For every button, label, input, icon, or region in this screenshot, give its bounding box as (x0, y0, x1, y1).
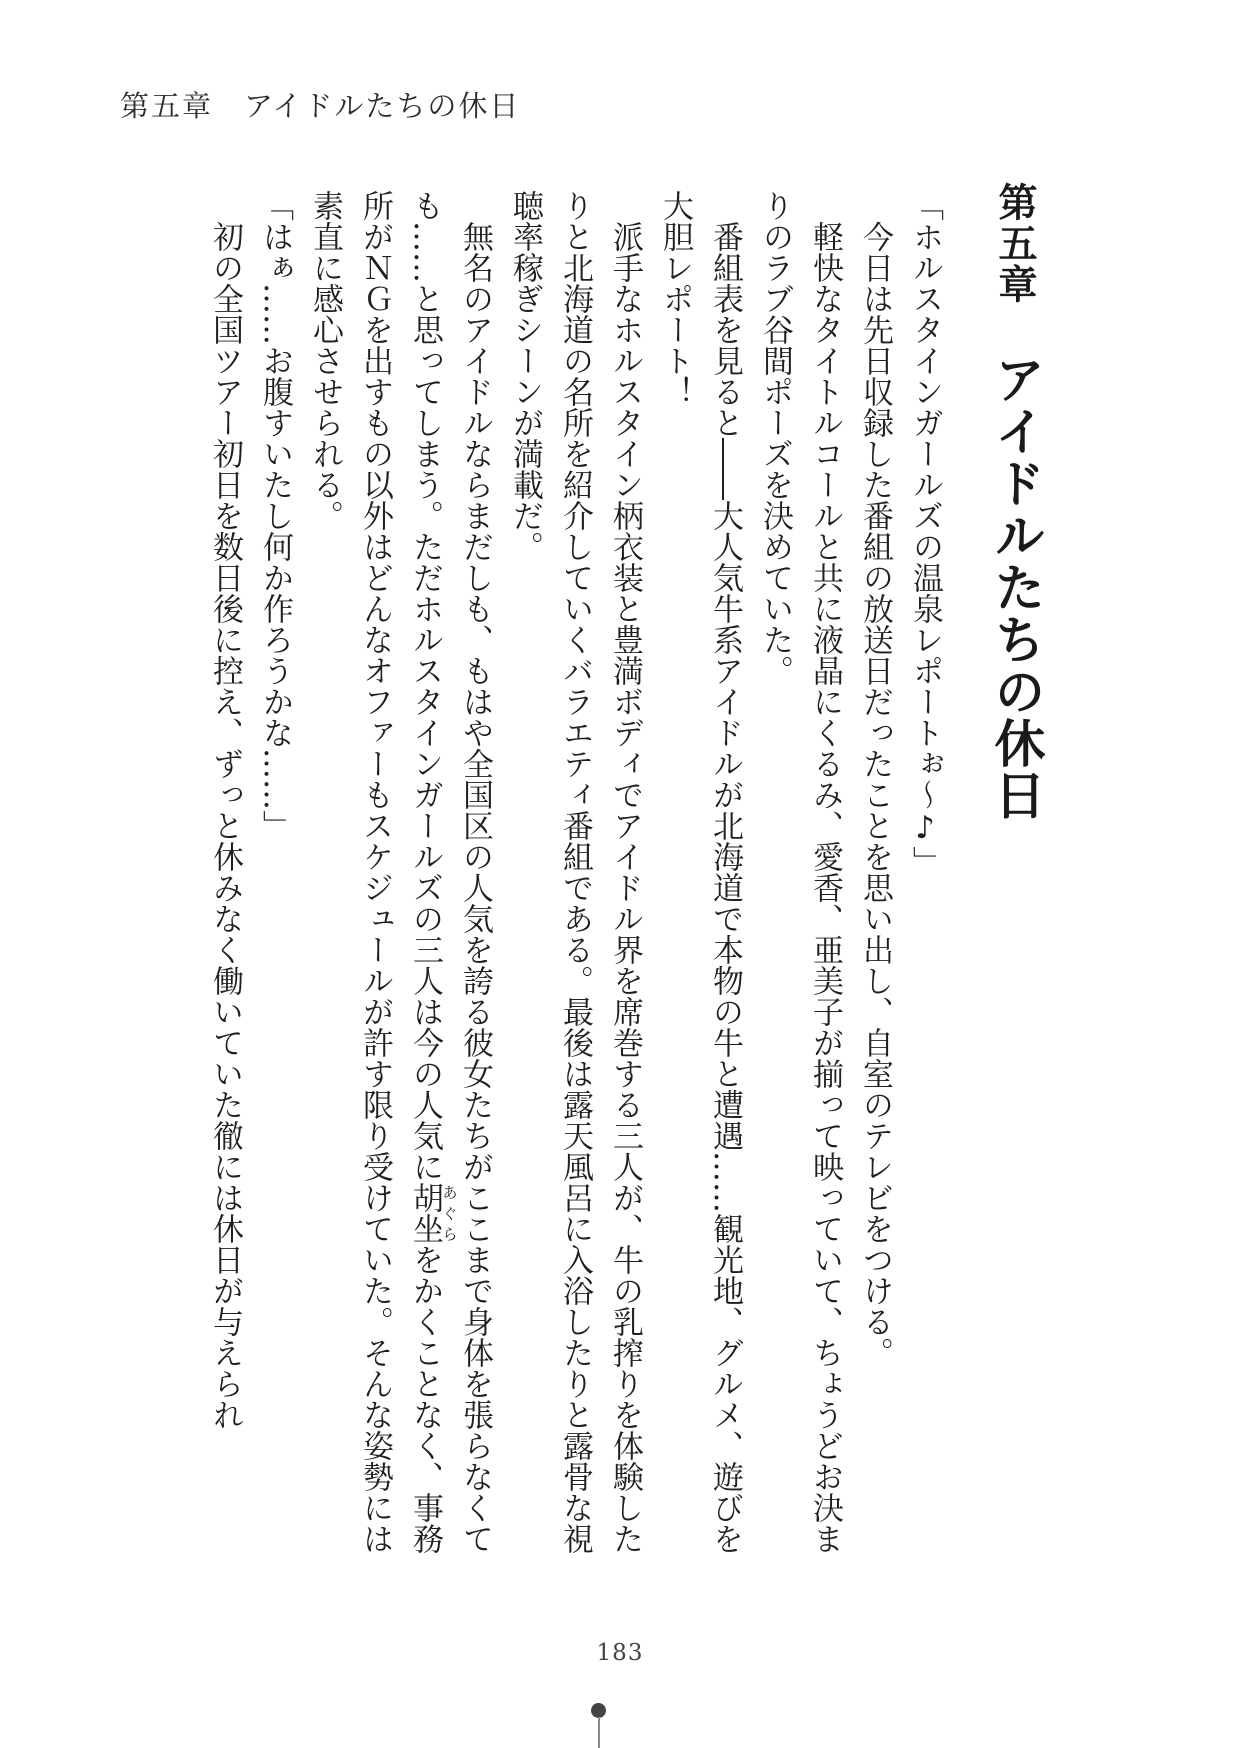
paragraph-before-ruby: 無名のアイドルならまだしも、もはや全国区の人気を誇る彼女たちがここまで身体を張らなくても……と思ってしまう。ただホルスタインガールズの三人は今の人気に (407, 190, 493, 1554)
paragraph: 「はぁ……お腹すいたし何か作ろうかな……」 (257, 190, 293, 841)
ruby-reading: あぐら (440, 1182, 458, 1244)
paragraph: 番組表を見ると――大人気牛系アイドルが北海道で本物の牛と遭遇……観光地、グルメ、遊びを大胆レポート！ (657, 190, 743, 1554)
running-header: 第五章 アイドルたちの休日 (120, 89, 521, 123)
chapter-title (985, 182, 1045, 821)
page-marker-dot (591, 1703, 606, 1718)
page-marker-line (598, 1717, 600, 1748)
paragraph-after-ruby: をかくことなく、事務所がＮＧを出すもの以外はどんなオファーもスケジュールが許す限り受けていた。そんな姿勢には素直に感心させられる。 (307, 190, 443, 1554)
paragraph: 軽快なタイトルコールと共に液晶にくるみ、愛香、亜美子が揃って映っていて、ちょうどお決まりのラブ谷間ポーズを決めていた。 (757, 190, 843, 1554)
body-text (90, 190, 950, 1580)
ruby-word (407, 1182, 458, 1244)
chapter-name: アイドルたちの休日 (985, 353, 1045, 821)
paragraph: 初の全国ツアー初日を数日後に控え、ずっと休みなく働いていた徹には休日が与えられ (207, 221, 243, 1430)
paragraph: 今日は先日収録した番組の放送日だったことを思い出し、自室のテレビをつける。 (857, 221, 893, 1368)
ruby-base: 胡坐 (407, 1182, 443, 1244)
page-number: 183 (596, 1640, 644, 1666)
chapter-number: 第五章 (992, 182, 1038, 305)
paragraph: 「ホルスタインガールズの温泉レポートぉ～♪」 (907, 190, 943, 877)
paragraph-with-ruby (300, 190, 500, 1580)
paragraph: 派手なホルスタイン柄衣装と豊満ボディでアイドル界を席巻する三人が、牛の乳搾りを体験したりと北海道の名所を紹介していくバラエティ番組である。最後は露天風呂に入浴したりと露骨な視聴率稼ぎシーンが満載だ。 (507, 190, 643, 1554)
